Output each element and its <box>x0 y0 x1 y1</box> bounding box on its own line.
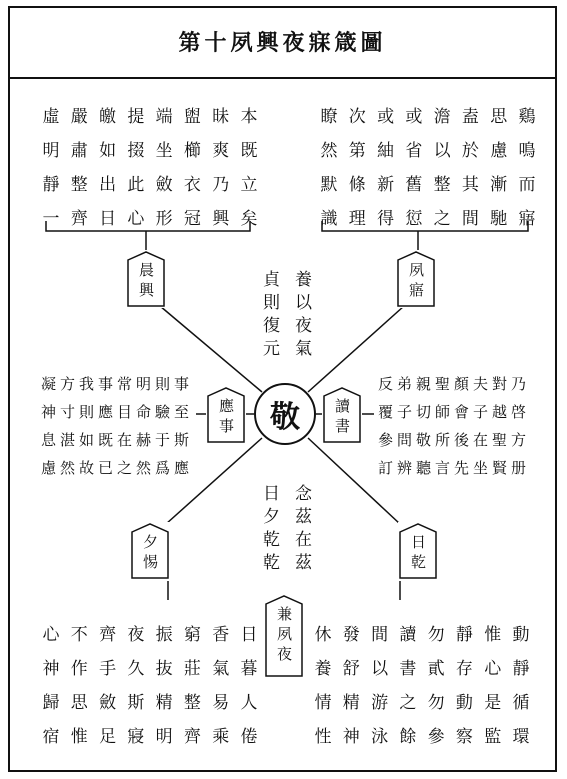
text-char: 常 <box>116 375 132 393</box>
text-row <box>312 720 532 754</box>
mid-right-text <box>377 370 527 482</box>
text-char: 在 <box>472 431 488 449</box>
text-char: 既 <box>97 431 113 449</box>
center-top-col-1: 養以夜氣 <box>291 270 311 362</box>
text-char: 情 <box>314 693 332 713</box>
text-char: 坐 <box>155 141 173 161</box>
bottom-left-text <box>40 618 260 754</box>
text-char: 提 <box>127 107 145 127</box>
text-char: 斂 <box>99 693 117 713</box>
text-char: 游 <box>371 693 389 713</box>
text-char: 齊 <box>183 727 201 747</box>
diagram-title: 第十夙興夜寐箴圖 <box>178 30 387 56</box>
tag-evening <box>130 522 170 580</box>
text-char: 作 <box>70 659 88 679</box>
center-bottom-col-2: 日夕乾乾 <box>259 484 279 576</box>
text-char: 之 <box>399 693 417 713</box>
text-char: 形 <box>155 209 173 229</box>
text-char: 聖 <box>491 431 507 449</box>
text-char: 勿 <box>427 693 445 713</box>
text-row <box>40 202 260 236</box>
text-char: 矣 <box>240 209 258 229</box>
text-char: 肅 <box>70 141 88 161</box>
bottom-right-text <box>312 618 532 754</box>
text-char: 越 <box>491 403 507 421</box>
text-row <box>40 134 260 168</box>
text-char: 靜 <box>512 659 530 679</box>
text-char: 理 <box>348 209 366 229</box>
text-char: 發 <box>342 625 360 645</box>
text-char: 默 <box>320 175 338 195</box>
text-char: 鳴 <box>518 141 536 161</box>
text-char: 易 <box>212 693 230 713</box>
text-char: 明 <box>135 375 151 393</box>
text-char: 愆 <box>405 209 423 229</box>
text-row <box>312 618 532 652</box>
text-char: 抜 <box>155 659 173 679</box>
text-char: 察 <box>455 727 473 747</box>
text-char: 靜 <box>455 625 473 645</box>
text-char: 敬 <box>415 431 431 449</box>
text-char: 心 <box>42 625 60 645</box>
text-row <box>377 426 527 454</box>
text-char: 應 <box>97 403 113 421</box>
text-char: 訂 <box>377 459 393 477</box>
text-char: 整 <box>183 693 201 713</box>
text-char: 惟 <box>70 727 88 747</box>
text-char: 既 <box>240 141 258 161</box>
mid-left-text <box>40 370 190 482</box>
text-char: 得 <box>377 209 395 229</box>
center-bottom-col-1: 念茲在茲 <box>291 484 311 576</box>
text-char: 子 <box>472 403 488 421</box>
text-char: 讀 <box>399 625 417 645</box>
text-char: 動 <box>455 693 473 713</box>
text-char: 乃 <box>510 375 526 393</box>
text-char: 間 <box>371 625 389 645</box>
text-char: 齊 <box>99 625 117 645</box>
text-char: 命 <box>135 403 151 421</box>
text-row <box>377 370 527 398</box>
text-char: 香 <box>212 625 230 645</box>
text-char: 是 <box>484 693 502 713</box>
text-row <box>40 686 260 720</box>
text-row <box>312 686 532 720</box>
text-char: 目 <box>116 403 132 421</box>
text-char: 應 <box>173 459 189 477</box>
text-char: 虛 <box>42 107 60 127</box>
text-char: 惟 <box>484 625 502 645</box>
text-char: 思 <box>70 693 88 713</box>
tag-day <box>398 522 438 580</box>
text-char: 之 <box>116 459 132 477</box>
text-char: 辨 <box>396 459 412 477</box>
text-char: 養 <box>314 659 332 679</box>
text-char: 興 <box>212 209 230 229</box>
text-char: 親 <box>415 375 431 393</box>
text-char: 振 <box>155 625 173 645</box>
text-char: 方 <box>510 431 526 449</box>
text-char: 神 <box>342 727 360 747</box>
text-char: 立 <box>240 175 258 195</box>
tag-label: 兼夙夜 <box>275 606 293 666</box>
text-char: 宿 <box>42 727 60 747</box>
text-char: 會 <box>453 403 469 421</box>
text-char: 至 <box>173 403 189 421</box>
tag-label: 夙寤 <box>407 262 425 302</box>
text-row <box>40 370 190 398</box>
text-char: 本 <box>240 107 258 127</box>
text-char: 循 <box>512 693 530 713</box>
top-right-text <box>318 100 538 236</box>
text-char: 聖 <box>434 375 450 393</box>
text-char: 然 <box>320 141 338 161</box>
text-char: 慮 <box>490 141 508 161</box>
text-char: 日 <box>240 625 258 645</box>
text-char: 鷄 <box>518 107 536 127</box>
text-char: 窮 <box>183 625 201 645</box>
text-char: 則 <box>154 375 170 393</box>
text-char: 齊 <box>70 209 88 229</box>
text-char: 紬 <box>377 141 395 161</box>
text-char: 暮 <box>240 659 258 679</box>
text-char: 我 <box>78 375 94 393</box>
text-char: 而 <box>518 175 536 195</box>
text-char: 靜 <box>42 175 60 195</box>
text-char: 環 <box>512 727 530 747</box>
text-char: 如 <box>78 431 94 449</box>
text-char: 問 <box>396 431 412 449</box>
text-char: 已 <box>97 459 113 477</box>
text-char: 馳 <box>490 209 508 229</box>
text-char: 性 <box>314 727 332 747</box>
text-row <box>377 454 527 482</box>
text-char: 貳 <box>427 659 445 679</box>
text-char: 寢 <box>127 727 145 747</box>
tag-label: 日乾 <box>409 534 427 574</box>
text-char: 先 <box>453 459 469 477</box>
text-char: 櫛 <box>183 141 201 161</box>
text-char: 參 <box>427 727 445 747</box>
text-char: 澹 <box>433 107 451 127</box>
text-char: 以 <box>433 141 451 161</box>
text-char: 弟 <box>396 375 412 393</box>
text-char: 明 <box>155 727 173 747</box>
text-char: 餘 <box>399 727 417 747</box>
text-char: 切 <box>415 403 431 421</box>
text-char: 第 <box>348 141 366 161</box>
text-char: 不 <box>70 625 88 645</box>
text-char: 以 <box>371 659 389 679</box>
text-char: 氣 <box>212 659 230 679</box>
text-char: 事 <box>97 375 113 393</box>
text-char: 省 <box>405 141 423 161</box>
text-char: 然 <box>59 459 75 477</box>
text-char: 心 <box>484 659 502 679</box>
text-char: 足 <box>99 727 117 747</box>
text-char: 倦 <box>240 727 258 747</box>
text-char: 思 <box>490 107 508 127</box>
text-char: 端 <box>155 107 173 127</box>
text-char: 於 <box>461 141 479 161</box>
text-row <box>40 652 260 686</box>
text-char: 驗 <box>154 403 170 421</box>
text-char: 對 <box>491 375 507 393</box>
text-char: 覆 <box>377 403 393 421</box>
text-char: 舒 <box>342 659 360 679</box>
tag-respond <box>206 386 246 444</box>
text-char: 盥 <box>183 107 201 127</box>
text-row <box>40 168 260 202</box>
text-char: 人 <box>240 693 258 713</box>
tag-morning <box>126 250 166 308</box>
center-top-col-2: 貞則復元 <box>259 270 279 362</box>
text-char: 于 <box>154 431 170 449</box>
text-char: 精 <box>342 693 360 713</box>
text-char: 子 <box>396 403 412 421</box>
text-char: 泳 <box>371 727 389 747</box>
text-char: 如 <box>99 141 117 161</box>
text-char: 湛 <box>59 431 75 449</box>
text-char: 慮 <box>40 459 56 477</box>
text-char: 歸 <box>42 693 60 713</box>
text-char: 神 <box>40 403 56 421</box>
text-char: 監 <box>484 727 502 747</box>
text-char: 啓 <box>510 403 526 421</box>
text-char: 事 <box>173 375 189 393</box>
text-char: 參 <box>377 431 393 449</box>
text-char: 嚴 <box>70 107 88 127</box>
text-char: 整 <box>70 175 88 195</box>
tag-both <box>264 594 304 678</box>
text-char: 神 <box>42 659 60 679</box>
text-char: 盍 <box>461 107 479 127</box>
text-row <box>40 454 190 482</box>
text-char: 明 <box>42 141 60 161</box>
text-char: 或 <box>377 107 395 127</box>
text-char: 顏 <box>453 375 469 393</box>
tag-wake <box>396 250 436 308</box>
text-char: 莊 <box>183 659 201 679</box>
text-char: 次 <box>348 107 366 127</box>
text-char: 聽 <box>415 459 431 477</box>
text-row <box>40 100 260 134</box>
text-char: 乃 <box>212 175 230 195</box>
text-char: 凝 <box>40 375 56 393</box>
text-char: 識 <box>320 209 338 229</box>
text-char: 爲 <box>154 459 170 477</box>
text-char: 反 <box>377 375 393 393</box>
text-char: 爽 <box>212 141 230 161</box>
text-char: 赫 <box>135 431 151 449</box>
text-row <box>40 398 190 426</box>
text-char: 斯 <box>127 693 145 713</box>
text-char: 皦 <box>99 107 117 127</box>
text-row <box>40 720 260 754</box>
text-char: 夜 <box>127 625 145 645</box>
text-char: 動 <box>512 625 530 645</box>
text-char: 册 <box>510 459 526 477</box>
text-char: 乘 <box>212 727 230 747</box>
text-char: 師 <box>434 403 450 421</box>
text-char: 舊 <box>405 175 423 195</box>
text-char: 日 <box>99 209 117 229</box>
text-char: 斂 <box>155 175 173 195</box>
text-char: 或 <box>405 107 423 127</box>
text-char: 勿 <box>427 625 445 645</box>
center-glyph: 敬 <box>270 400 300 435</box>
text-char: 之 <box>433 209 451 229</box>
text-char: 出 <box>99 175 117 195</box>
text-char: 息 <box>40 431 56 449</box>
text-char: 斯 <box>173 431 189 449</box>
text-char: 整 <box>433 175 451 195</box>
text-char: 方 <box>59 375 75 393</box>
text-char: 掇 <box>127 141 145 161</box>
text-char: 一 <box>42 209 60 229</box>
text-char: 夫 <box>472 375 488 393</box>
text-char: 心 <box>127 209 145 229</box>
text-char: 手 <box>99 659 117 679</box>
text-char: 其 <box>461 175 479 195</box>
text-row <box>318 100 538 134</box>
text-char: 休 <box>314 625 332 645</box>
text-row <box>318 134 538 168</box>
text-char: 存 <box>455 659 473 679</box>
text-row <box>318 202 538 236</box>
text-char: 寸 <box>59 403 75 421</box>
center-seal <box>254 383 316 445</box>
text-char: 故 <box>78 459 94 477</box>
text-char: 衣 <box>183 175 201 195</box>
tag-label: 晨興 <box>137 262 155 302</box>
text-row <box>312 652 532 686</box>
text-char: 書 <box>399 659 417 679</box>
text-char: 冠 <box>183 209 201 229</box>
text-char: 坐 <box>472 459 488 477</box>
text-row <box>40 426 190 454</box>
text-row <box>40 618 260 652</box>
text-row <box>318 168 538 202</box>
text-row <box>377 398 527 426</box>
text-char: 漸 <box>490 175 508 195</box>
text-char: 久 <box>127 659 145 679</box>
tag-label: 夕惕 <box>141 534 159 574</box>
text-char: 昧 <box>212 107 230 127</box>
text-char: 新 <box>377 175 395 195</box>
text-char: 寤 <box>518 209 536 229</box>
text-char: 則 <box>78 403 94 421</box>
text-char: 間 <box>461 209 479 229</box>
tag-label: 讀書 <box>333 398 351 438</box>
text-char: 後 <box>453 431 469 449</box>
top-left-text <box>40 100 260 236</box>
text-char: 瞭 <box>320 107 338 127</box>
text-char: 所 <box>434 431 450 449</box>
text-char: 言 <box>434 459 450 477</box>
tag-read <box>322 386 362 444</box>
text-char: 此 <box>127 175 145 195</box>
text-char: 賢 <box>491 459 507 477</box>
text-char: 精 <box>155 693 173 713</box>
text-char: 條 <box>348 175 366 195</box>
tag-label: 應事 <box>217 398 235 438</box>
text-char: 然 <box>135 459 151 477</box>
text-char: 在 <box>116 431 132 449</box>
